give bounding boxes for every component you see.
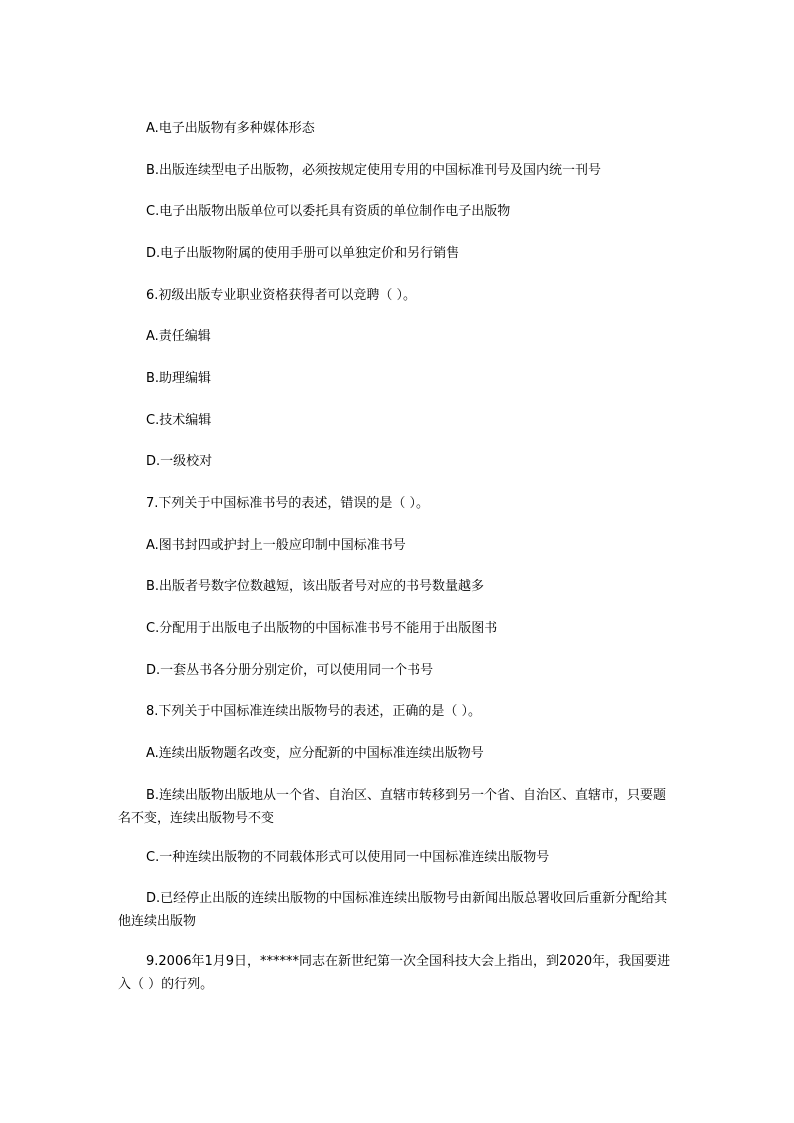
option-8d: D.已经停止出版的连续出版物的中国标准连续出版物号由新闻出版总署收回后重新分配给其他连续出版物 <box>118 891 668 929</box>
option-5c: C.电子出版物出版单位可以委托具有资质的单位制作电子出版物 <box>146 204 511 219</box>
question-6: 6.初级出版专业职业资格获得者可以竞聘（ ）。 <box>146 288 417 303</box>
option-5a: A.电子出版物有多种媒体形态 <box>146 121 315 136</box>
question-7: 7.下列关于中国标准书号的表述，错误的是（ ）。 <box>146 496 430 511</box>
option-7d: D.一套丛书各分册分别定价，可以使用同一个书号 <box>146 663 434 678</box>
option-7a: A.图书封四或护封上一般应印制中国标准书号 <box>146 538 406 553</box>
option-6d: D.一级校对 <box>146 454 213 469</box>
option-6b: B.助理编辑 <box>146 371 212 386</box>
option-6a: A.责任编辑 <box>146 329 211 344</box>
option-8a: A.连续出版物题名改变，应分配新的中国标准连续出版物号 <box>146 746 484 761</box>
question-9: 9.2006年1月9日，******同志在新世纪第一次全国科技大会上指出，到2020年，我国要进入（ ）的行列。 <box>118 954 671 992</box>
option-8c: C.一种连续出版物的不同载体形式可以使用同一中国标准连续出版物号 <box>146 850 550 865</box>
option-8b: B.连续出版物出版地从一个省、自治区、直辖市转移到另一个省、自治区、直辖市，只要题名不变，连续出版物号不变 <box>118 788 667 826</box>
option-7c: C.分配用于出版电子出版物的中国标准书号不能用于出版图书 <box>146 621 498 636</box>
option-5b: B.出版连续型电子出版物，必须按规定使用专用的中国标准刊号及国内统一刊号 <box>146 163 602 178</box>
option-7b: B.出版者号数字位数越短，该出版者号对应的书号数量越多 <box>146 579 485 594</box>
option-5d: D.电子出版物附属的使用手册可以单独定价和另行销售 <box>146 246 460 261</box>
option-6c: C.技术编辑 <box>146 413 212 428</box>
question-8: 8.下列关于中国标准连续出版物号的表述，正确的是（ ）。 <box>146 704 482 719</box>
